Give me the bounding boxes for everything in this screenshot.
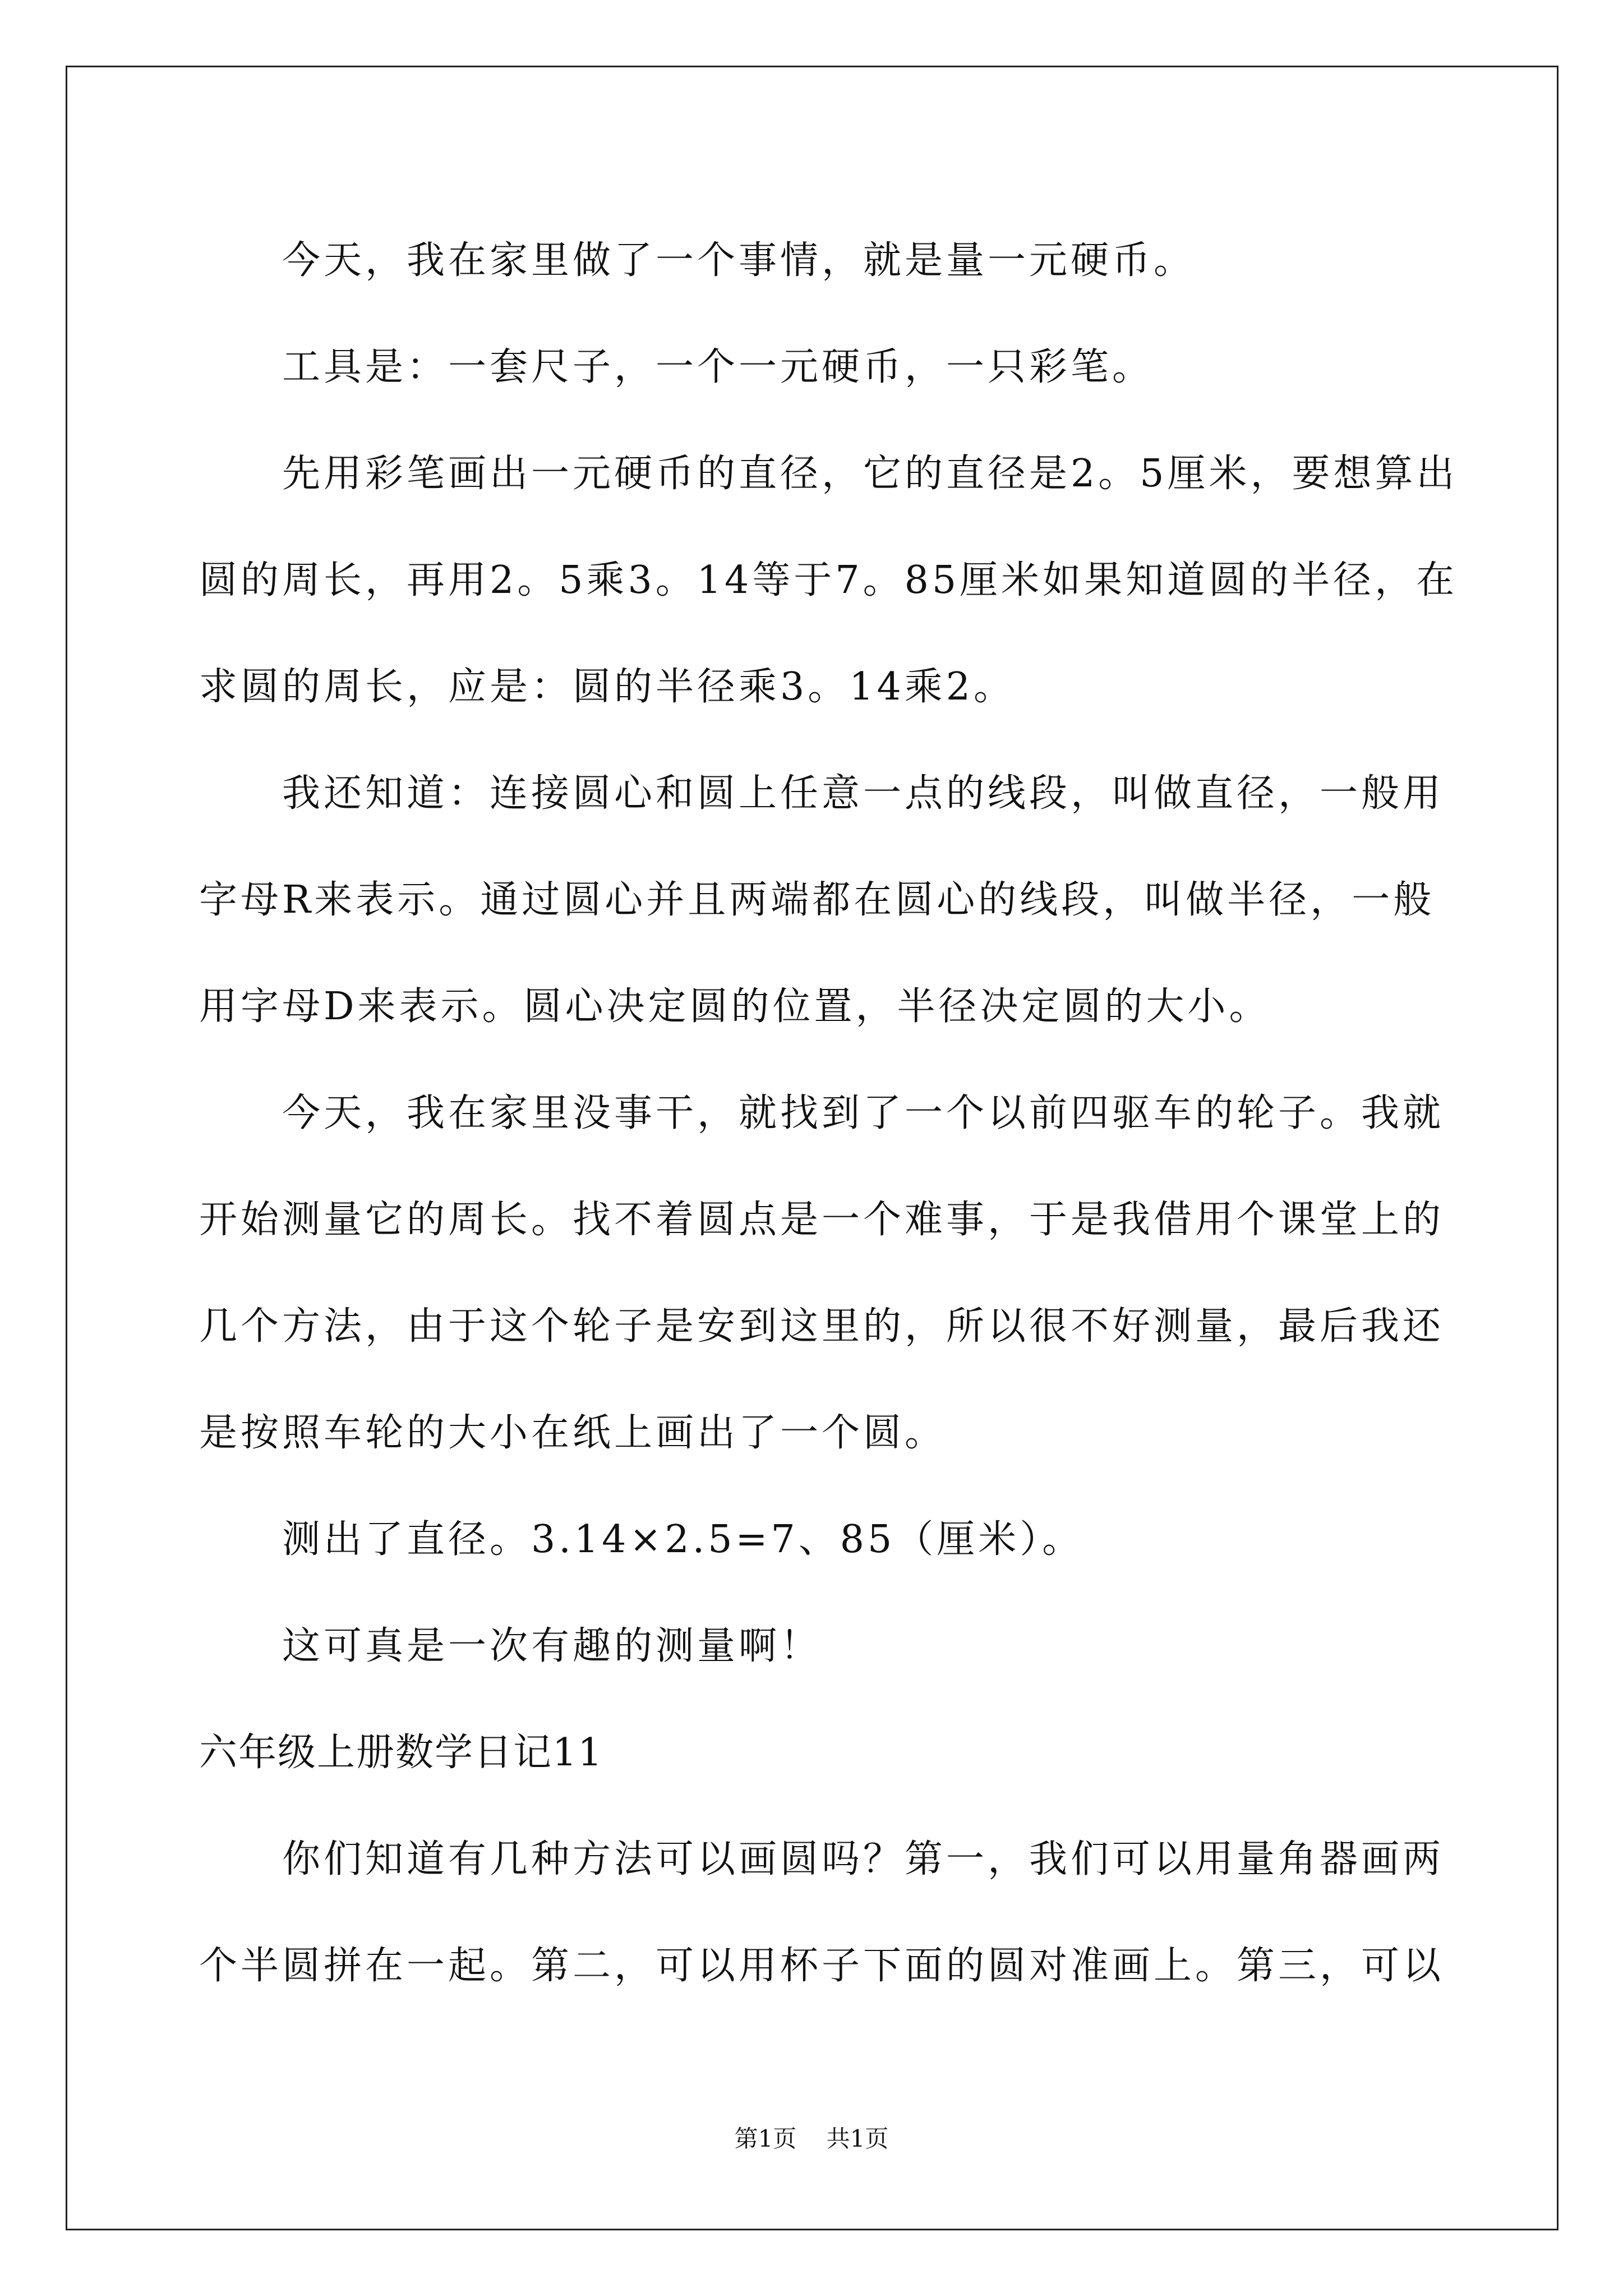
paragraph-line: 这可真是一次有趣的测量啊！ [282, 1624, 822, 1668]
paragraph-line: 测出了直径。3.14×2.5=7、85（厘米）。 [282, 1517, 1084, 1562]
paragraph-line: 开始测量它的周长。找不着圆点是一个难事，于是我借用个课堂上的 [199, 1198, 1445, 1242]
section-heading: 六年级上册数学日记11 [199, 1731, 603, 1775]
paragraph-line: 求圆的周长，应是：圆的半径乘3。14乘2。 [199, 665, 1016, 709]
paragraph-line: 用字母D来表示。圆心决定圆的位置，半径决定圆的大小。 [199, 984, 1271, 1029]
paragraph-line: 个半圆拼在一起。第二，可以用杯子下面的圆对准画上。第三，可以 [199, 1944, 1445, 1988]
paragraph-line: 圆的周长，再用2。5乘3。14等于7。85厘米如果知道圆的半径，在 [199, 558, 1458, 602]
paragraph-line: 工具是：一套尺子，一个一元硬币，一只彩笔。 [282, 345, 1154, 389]
paragraph-line: 我还知道：连接圆心和圆上任意一点的线段，叫做直径，一般用 [282, 771, 1445, 816]
paragraph-line: 今天，我在家里没事干，就找到了一个以前四驱车的轮子。我就 [282, 1091, 1445, 1135]
paragraph-line: 你们知道有几种方法可以画圆吗？第一，我们可以用量角器画两 [282, 1837, 1445, 1881]
paragraph-line: 是按照车轮的大小在纸上画出了一个圆。 [199, 1411, 947, 1455]
paragraph-line: 先用彩笔画出一元硬币的直径，它的直径是2。5厘米，要想算出 [282, 452, 1458, 496]
page-number-footer: 第1页 共1页 [734, 2125, 889, 2152]
paragraph-line: 几个方法，由于这个轮子是安到这里的，所以很不好测量，最后我还 [199, 1304, 1445, 1349]
paragraph-line: 今天，我在家里做了一个事情，就是量一元硬币。 [282, 238, 1196, 283]
paragraph-line: 字母R来表示。通过圆心并且两端都在圆心的线段，叫做半径，一般 [199, 878, 1435, 922]
